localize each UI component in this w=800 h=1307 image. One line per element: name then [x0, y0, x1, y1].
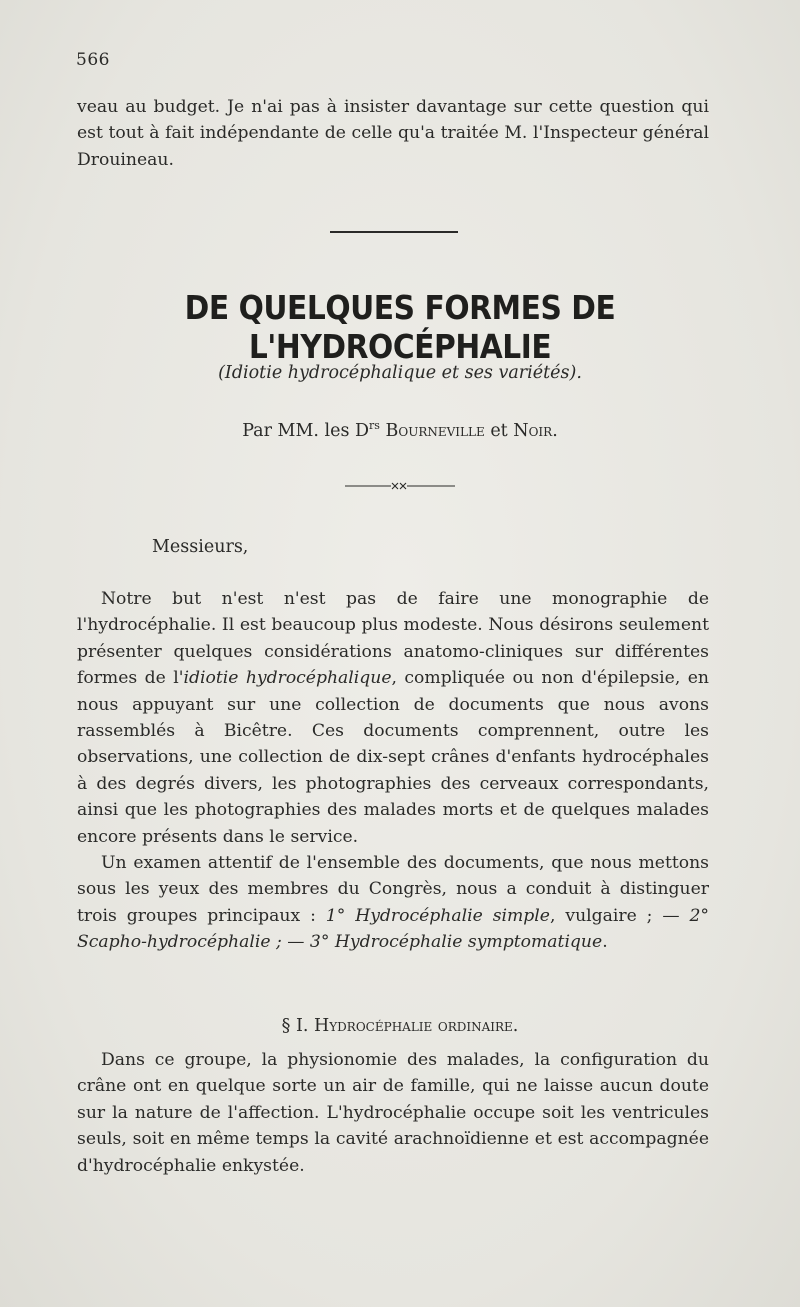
- paragraph-1-text-a: Notre but n'est n'est pas de faire une monographie de l'hydrocéphalie. Il est beaucoup plus modeste. Nous désirons seulement présenter quelques considérations anatomo-cliniques sur différentes formes de l': [77, 589, 709, 689]
- item-1-text: Hydrocéphalie simple: [355, 905, 550, 926]
- author-name-2: Noir: [513, 420, 553, 441]
- paragraph-1-italic: idiotie hydrocéphalique: [183, 668, 392, 689]
- page-number: 566: [76, 50, 110, 70]
- intro-paragraph: [77, 94, 709, 173]
- item-2-text: Scapho-hydrocéphalie ;: [77, 932, 282, 953]
- section-symbol: § I.: [281, 1016, 309, 1036]
- paragraph-2-end: .: [602, 932, 608, 953]
- section-heading-text: Hydrocéphalie ordinaire.: [314, 1016, 519, 1036]
- paragraph-2: [77, 850, 709, 956]
- ornament-divider: [345, 482, 455, 490]
- item-separator: —: [281, 932, 310, 953]
- authors-end: .: [552, 420, 558, 441]
- authors-superscript: rs: [369, 419, 380, 432]
- paragraph-3: Dans ce groupe, la physionomie des malades, la configuration du crâne ont en quelque sorte un air de famille, qui ne laisse aucun doute sur la nature de l'affection. L'hydrocéphalie occupe soit les ventricules seuls, soit en même temps la cavité arachnoïdienne et est accompagnée d'hydrocéphalie enkystée.: [77, 1050, 709, 1176]
- paragraph-2-text: Un examen attentif de l'ensemble des documents, que nous mettons sous les yeux des membres du Congrès, nous a conduit à distinguer trois groupes principaux :: [77, 853, 709, 926]
- item-3-number: 3°: [309, 932, 330, 953]
- item-2-number: 2°: [689, 905, 710, 926]
- author-name-1: Bourneville: [385, 420, 485, 441]
- salutation: Messieurs,: [152, 537, 249, 557]
- item-3-text: Hydrocéphalie symptomatique: [334, 932, 603, 953]
- article-subtitle: (Idiotie hydrocéphalique et ses variétés).: [218, 363, 582, 383]
- authors-conjunction: et: [490, 420, 508, 441]
- article-title: DE QUELQUES FORMES DE L'HYDROCÉPHALIE: [184, 288, 616, 366]
- article-authors: [0, 419, 800, 441]
- section-heading: [0, 1016, 800, 1036]
- title-rule: [330, 231, 458, 233]
- intro-paragraph-text: veau au budget. Je n'ai pas à insister davantage sur cette question qui est tout à fait indépendante de celle qu'a traitée M. l'Inspecteur général Drouineau.: [77, 97, 709, 170]
- paragraph-1: [77, 586, 709, 850]
- item-1-after: , vulgaire ; —: [549, 905, 690, 926]
- body-paragraphs: [77, 586, 709, 956]
- paragraph-1-text-b: , compliquée ou non d'épilepsie, en nous appuyant sur une collection de documents que nous avons rassemblés à Bicêtre. Ces documents comprennent, outre les observations, une collection de dix-sept crânes d'enfants hydrocéphales à des degrés divers, les photographies des cerveaux correspondants, ainsi que les photographies des malades morts et de quelques malades encore présents dans le service.: [77, 668, 709, 847]
- item-1-number: 1°: [325, 905, 346, 926]
- section-paragraph: [77, 1047, 709, 1179]
- authors-prefix: Par MM. les D: [242, 420, 370, 441]
